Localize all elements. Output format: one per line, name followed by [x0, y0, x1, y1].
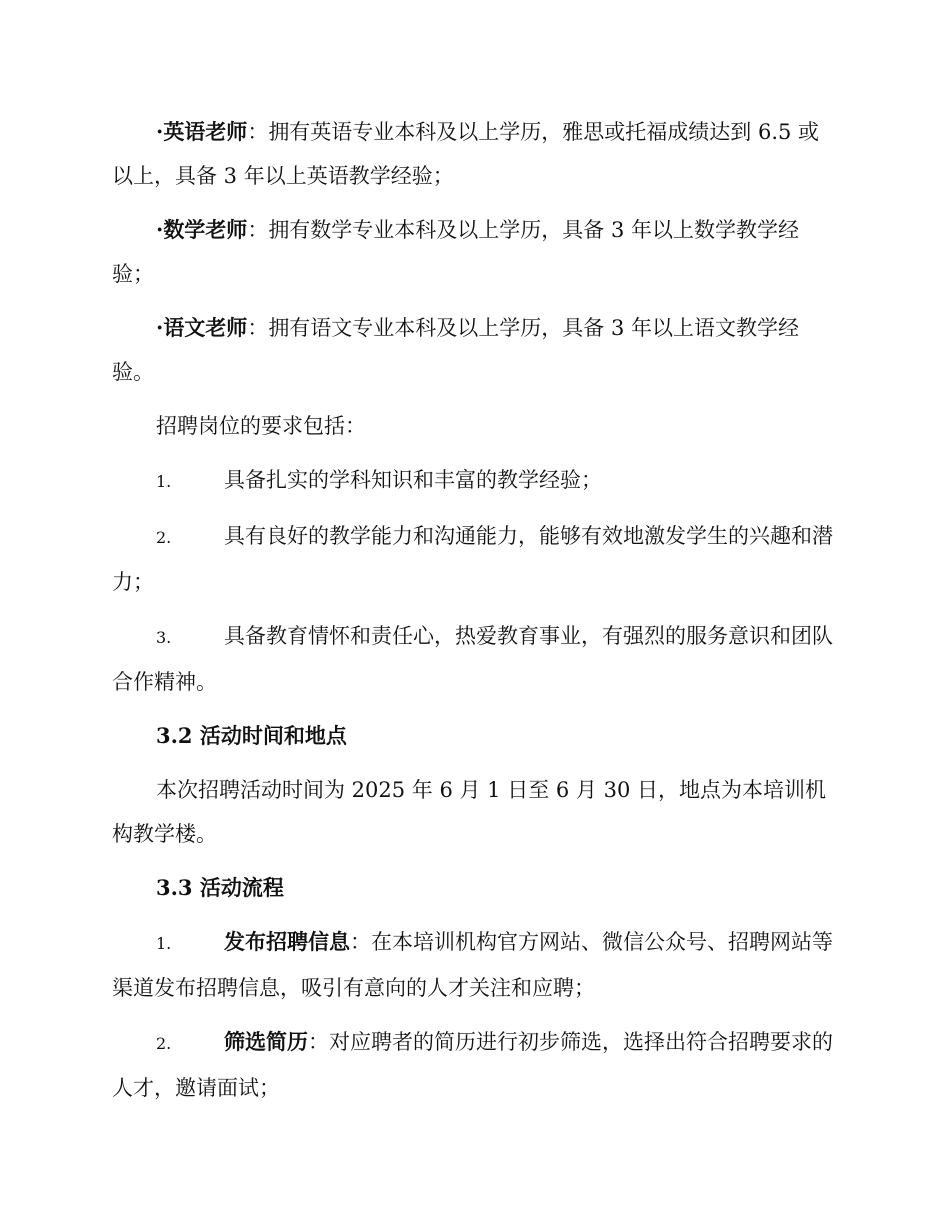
bullet-separator: ： [247, 218, 269, 242]
section-heading-3-3: 3.3 活动流程 [156, 875, 284, 900]
requirement-item-3 [112, 614, 834, 704]
bullet-marker: · [156, 119, 164, 144]
bullet-term: 语文老师 [163, 315, 248, 340]
section-heading-3-2: 3.2 活动时间和地点 [156, 723, 347, 748]
bullet-term: 数学老师 [163, 217, 248, 242]
requirements-intro: 招聘岗位的要求包括： [156, 414, 366, 438]
bullet-math-teacher [112, 208, 834, 296]
bullet-text: 拥有数学专业本科及以上学历，具备 3 年以上数学教学经验； [112, 218, 800, 286]
list-text: 具备扎实的学科知识和丰富的教学经验； [224, 468, 602, 492]
list-text: 具备教育情怀和责任心，热爱教育事业，有强烈的服务意识和团队合作精神。 [112, 624, 833, 694]
list-number: 1. [156, 472, 172, 491]
step-text: 对应聘者的简历进行初步筛选，选择出符合招聘要求的人才，邀请面试； [112, 1030, 833, 1100]
list-number: 2. [156, 1034, 172, 1053]
list-number: 2. [156, 528, 172, 547]
step-term: 筛选简历 [224, 1029, 308, 1054]
bullet-english-teacher [112, 110, 834, 198]
bullet-separator: ： [247, 316, 269, 340]
section-3-2-text: 本次招聘活动时间为 2025 年 6 月 1 日至 6 月 30 日，地点为本培训机构教学楼。 [112, 778, 826, 846]
bullet-text: 拥有语文专业本科及以上学历，具备 3 年以上语文教学经验。 [112, 316, 800, 384]
list-text: 具有良好的教学能力和沟通能力，能够有效地激发学生的兴趣和潜力； [112, 524, 833, 594]
bullet-separator: ： [247, 120, 269, 144]
step-term: 发布招聘信息 [224, 929, 350, 954]
bullet-chinese-teacher [112, 306, 834, 394]
requirement-item-2 [112, 514, 834, 604]
process-step-2 [112, 1020, 834, 1110]
bullet-term: 英语老师 [163, 119, 248, 144]
bullet-marker: · [156, 217, 164, 242]
step-text: 在本培训机构官方网站、微信公众号、招聘网站等渠道发布招聘信息，吸引有意向的人才关注和应聘； [112, 930, 833, 1000]
step-separator: ： [350, 930, 371, 954]
requirement-item-1 [112, 458, 834, 504]
list-number: 1. [156, 934, 172, 953]
document-body [112, 110, 834, 1120]
list-number: 3. [156, 628, 172, 647]
bullet-text: 拥有英语专业本科及以上学历，雅思或托福成绩达到 6.5 或以上，具备 3 年以上英语教学经验； [112, 120, 820, 188]
bullet-marker: · [156, 315, 164, 340]
process-step-1 [112, 920, 834, 1010]
step-separator: ： [308, 1030, 329, 1054]
